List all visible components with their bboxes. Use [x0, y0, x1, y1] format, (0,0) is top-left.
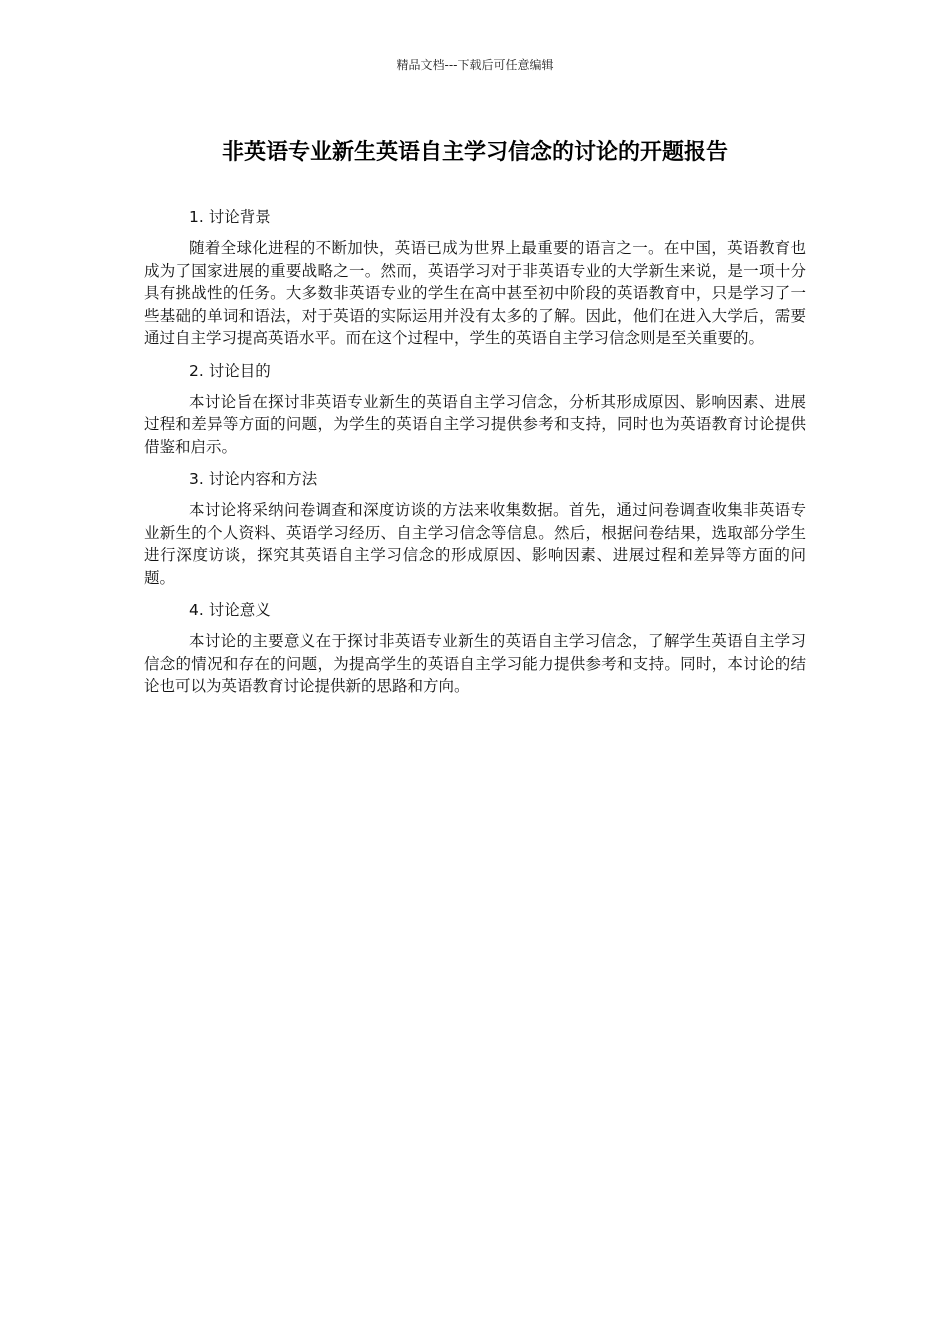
section-paragraph: 本讨论旨在探讨非英语专业新生的英语自主学习信念，分析其形成原因、影响因素、进展过程和差异等方面的问题，为学生的英语自主学习提供参考和支持，同时也为英语教育讨论提供借鉴和启示。 — [144, 392, 806, 456]
section-heading: 3. 讨论内容和方法 — [189, 470, 318, 488]
document-title: 非英语专业新生英语自主学习信念的讨论的开题报告 — [221, 140, 728, 165]
section-significance — [144, 598, 806, 698]
document-content — [144, 205, 806, 707]
section-purpose — [144, 359, 806, 459]
section-paragraph: 本讨论将采纳问卷调查和深度访谈的方法来收集数据。首先，通过问卷调查收集非英语专业新生的个人资料、英语学习经历、自主学习信念等信息。然后，根据问卷结果，选取部分学生进行深度访谈，探究其英语自主学习信念的形成原因、影响因素、进展过程和差异等方面的问题。 — [144, 501, 806, 587]
section-paragraph: 本讨论的主要意义在于探讨非英语专业新生的英语自主学习信念，了解学生英语自主学习信念的情况和存在的问题，为提高学生的英语自主学习能力提供参考和支持。同时，本讨论的结论也可以为英语教育讨论提供新的思路和方向。 — [144, 632, 806, 695]
section-heading: 1. 讨论背景 — [189, 208, 271, 226]
header-note: 精品文档---下载后可任意编辑 — [396, 58, 554, 72]
section-heading: 2. 讨论目的 — [189, 361, 271, 380]
section-background — [144, 205, 806, 350]
section-content-methods — [144, 467, 806, 589]
section-paragraph: 随着全球化进程的不断加快，英语已成为世界上最重要的语言之一。在中国，英语教育也成为了国家进展的重要战略之一。然而，英语学习对于非英语专业的大学新生来说，是一项十分具有挑战性的任务。大多数非英语专业的学生在高中甚至初中阶段的英语教育中，只是学习了一些基础的单词和语法，对于英语的实际运用并没有太多的了解。因此，他们在进入大学后，需要通过自主学习提高英语水平。而在这个过程中，学生的英语自主学习信念则是至关重要的。 — [144, 239, 806, 347]
section-heading: 4. 讨论意义 — [189, 601, 271, 619]
